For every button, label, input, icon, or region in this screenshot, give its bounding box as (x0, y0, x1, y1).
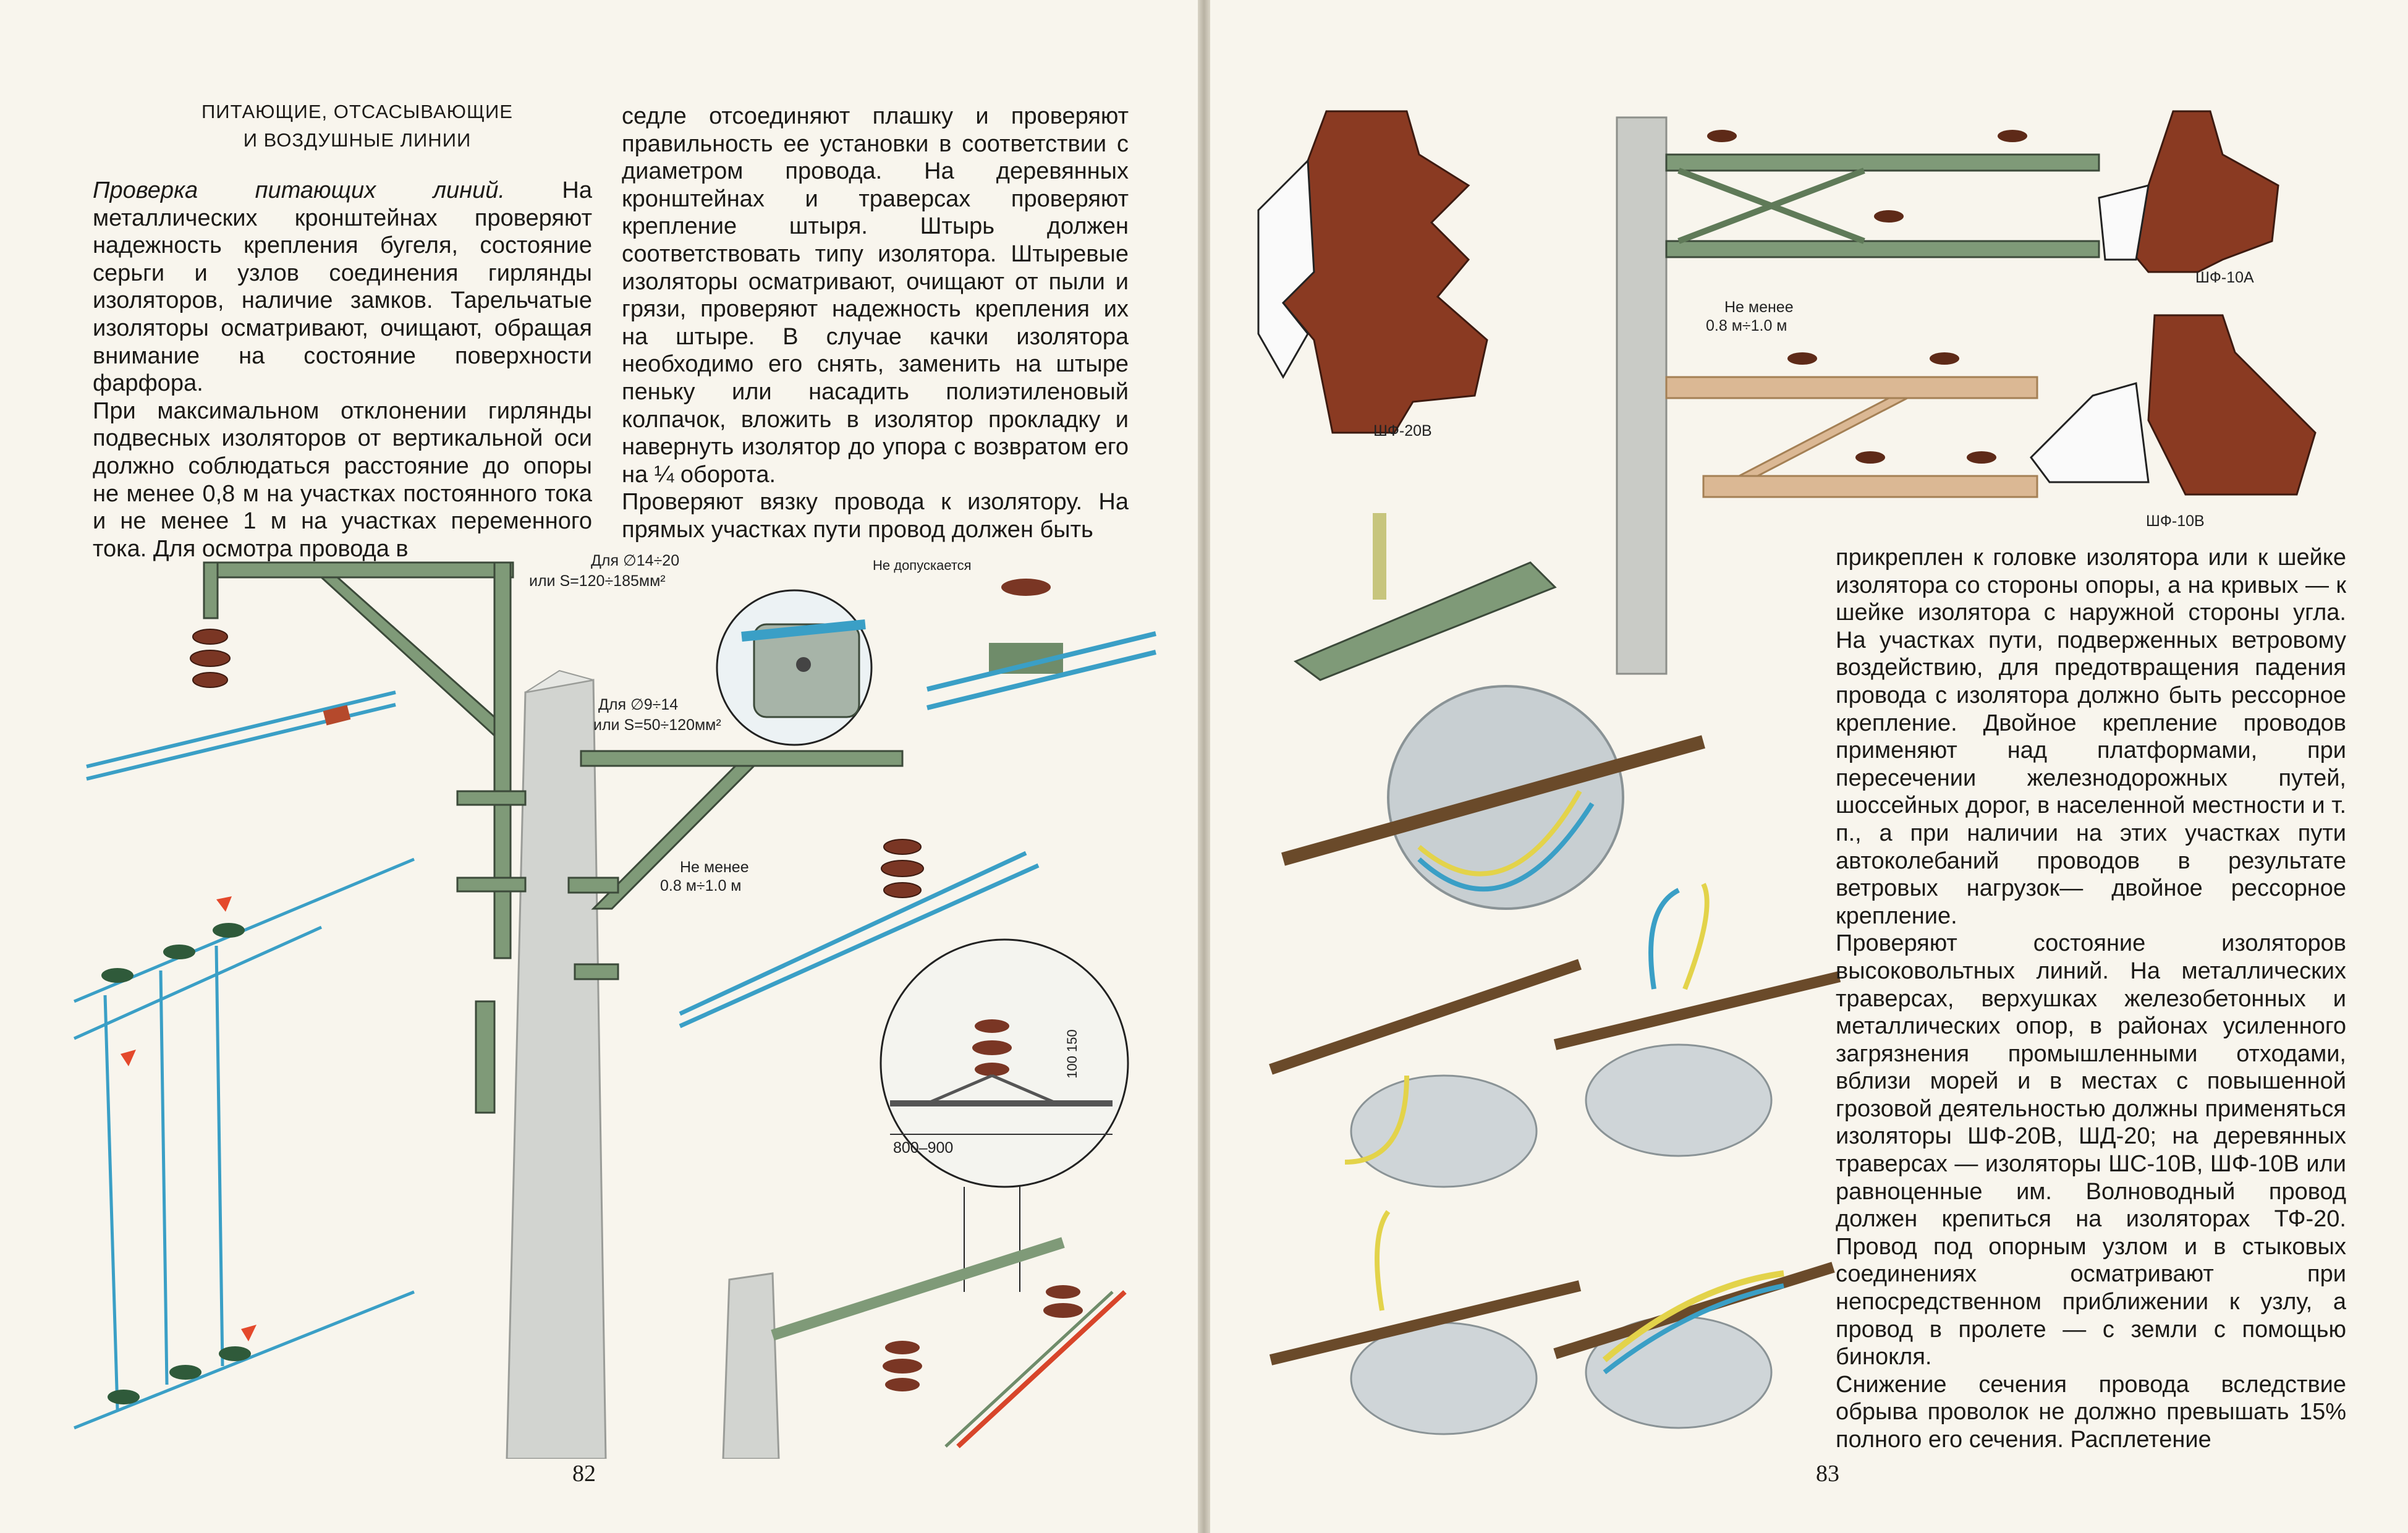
label-s120-185: или S=120÷185мм² (529, 572, 666, 590)
upper-bracket (204, 563, 513, 958)
label-s50-120: или S=50÷120мм² (593, 716, 721, 734)
label-shf20v: ШФ-20В (1373, 422, 1432, 440)
left-column-1 (93, 177, 592, 563)
label-min-distance-2: 0.8 м÷1.0 м (660, 877, 742, 894)
label-vertical-dim: 100 150 (1064, 1029, 1080, 1079)
insulator-binding-3 (1555, 884, 1839, 1156)
label-shf10a: ШФ-10А (2195, 269, 2254, 286)
catenary-bracket-illustration (0, 532, 1193, 1459)
lead-phrase: Проверка питающих линий. (93, 177, 505, 203)
label-min-distance-1: Не менее (680, 859, 749, 876)
concrete-pole (507, 671, 606, 1459)
label-d9-14: Для ∅9÷14 (598, 696, 679, 713)
page-number-right: 83 (1816, 1461, 1839, 1487)
bottom-pole (723, 1242, 1125, 1459)
right-paragraph-3: Снижение сечения провода вследствие обрыва проволок не должно превышать 15% полного его сечения. Расплетение (1836, 1371, 2346, 1453)
label-shf10v: ШФ-10В (2146, 512, 2205, 530)
clamps-lattice (101, 923, 251, 1404)
left-column-2 (622, 103, 1129, 544)
insulator-string-1 (190, 629, 230, 687)
pin-bracket (1295, 513, 1555, 680)
right-column (1836, 544, 2346, 1454)
insulator-shf20v (1258, 111, 1487, 433)
wooden-traverse (1666, 352, 2037, 497)
page-number-left: 82 (572, 1461, 596, 1487)
book-gutter (1198, 0, 1210, 1533)
col1-paragraph-1: На металлических кронштейнах проверяют надежность крепления бугеля, состояние серьги и узлов соединения гирлянды изоляторов, наличие замков. Тарельчатые изоляторы осматривают, очищают, обращая внимание на состояние поверхности фарфора. (93, 177, 592, 397)
right-paragraph-2: Проверяют состояние изоляторов высоковольтных линий. На металлических траверсах, верхушках железобетонных и металлических опор, в районах усиленного загрязнения промышленными отходами, вблизи морей и в местах с повышенной грозовой деятельностью должны применяться изоляторы ШФ-20В, ШД-20; на деревянных траверсах — изоляторы ШС-10В, ШФ-10В или равноценные им. Волноводный провод должен крепиться на изоляторах ТФ-20. Провод под опорным узлом и в стыковых соединениях осматривают при непосредственном приближении к узлу, а провод в пролете — с земли с помощью бинокля. (1836, 930, 2346, 1370)
insulator-shf10a (2099, 111, 2278, 272)
detail-circle-top (717, 590, 871, 745)
insulator-binding-4 (1271, 1212, 1580, 1434)
section-heading: ПИТАЮЩИЕ, ОТСАСЫВАЮЩИЕ И ВОЗДУШНЫЕ ЛИНИИ (201, 101, 513, 151)
messenger-lattice (74, 859, 414, 1428)
label-d14-20: Для ∅14÷20 (591, 552, 680, 569)
label-horizontal-dim: 800–900 (893, 1139, 954, 1157)
label-right-min-1: Не менее (1724, 299, 1794, 316)
warning-arrows (121, 896, 256, 1341)
col2-paragraph-2: Проверяют вязку провода к изолятору. На прямых участках пути провод должен быть (622, 489, 1129, 543)
wires-upper (87, 692, 396, 779)
right-paragraph-1: прикреплен к головке изолятора или к шейке изолятора со стороны опоры, а на кривых — к шейке изолятора с наружной стороны угла. На участках пути, подверженных ветровому воздействию, для предотвращения падения провода с изолятора должно быть рессорное крепление. Двойное крепление проводов применяют над платформами, при пересечении железнодорожных путей, шоссейных дорог, в населенной местности и т. п., а при наличии на этих участках пути автоколебаний проводов в результате ветровых нагрузок— двойное рессорное крепление. (1836, 545, 2346, 929)
label-not-allowed: Не допускается (873, 558, 972, 573)
insulator-string-2 (881, 839, 923, 898)
insulator-binding-5 (1555, 1267, 1833, 1428)
col1-paragraph-2: При максимальном отклонении гирлянды подвесных изоляторов от вертикальной оси должно соблюдаться расстояние до опоры не менее 0,8 м на участках постоянного тока и не менее 1 м на участках переменного тока. Для осмотра провода в (93, 397, 592, 562)
insulator-shf10v (2031, 315, 2315, 495)
insulator-binding-1 (1283, 686, 1703, 909)
label-right-min-2: 0.8 м÷1.0 м (1706, 317, 1787, 334)
col2-paragraph-1: седле отсоединяют плашку и проверяют правильность ее установки в соответствии с диаметром провода. На деревянных кронштейнах и траверсах проверяют крепление штыря. Штырь должен соответствовать типу изолятора. Штыревые изоляторы осматривают, очищают от пыли и грязи, проверяют надежность крепления их на штыре. В случае качки изолятора необходимо его снять, заменить на штыре пеньку или насадить полиэтиленовый колпачок, вложить в изолятор прокладку и навернуть изолятор до упора с возвратом его на ¼ оборота. (622, 103, 1129, 488)
insulator-binding-2 (1271, 964, 1580, 1187)
